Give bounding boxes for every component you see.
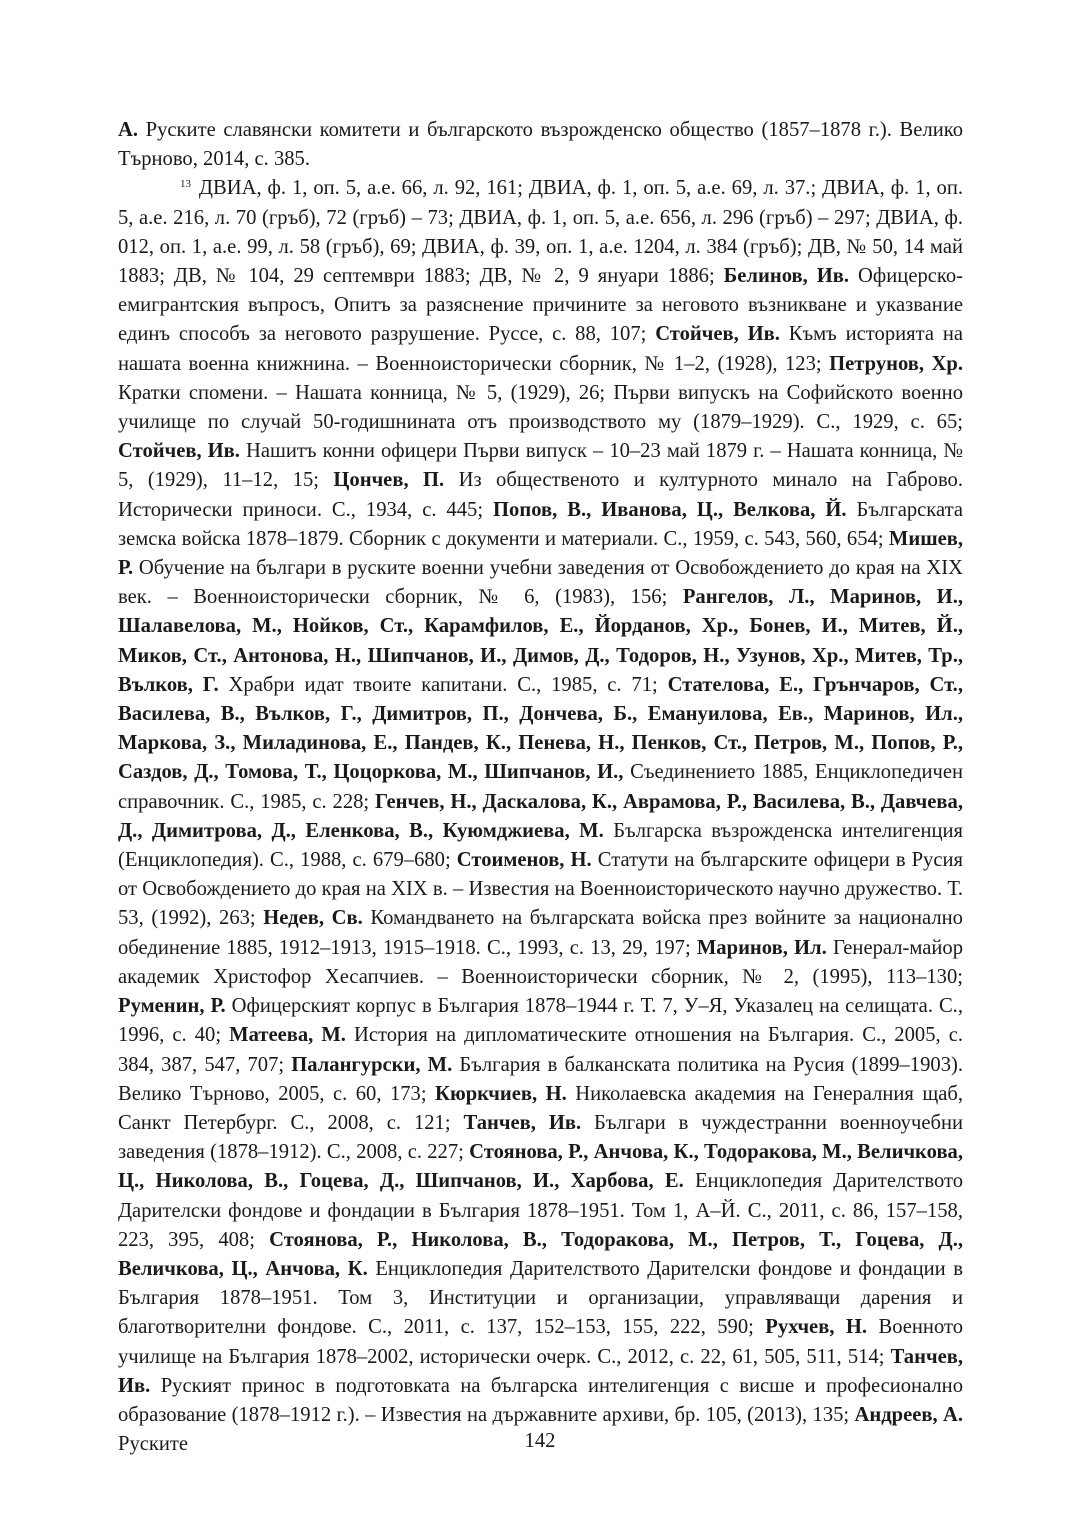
page-body (118, 116, 963, 1459)
author-name: Андреев, А. (854, 1403, 963, 1426)
author-name: Стателова, Е., Грънчаров, Ст., Василева, В., Вълков, Г., Димитров, П., Дончева, Б., Емануилова, Ев., Маринов, Ил., Маркова, З., Миладинова, Е., Пандев, К., Пенева, Н., Пенков, Ст., Петров, М., Попов, Р., Саздов, Д., Томова, Т., Цоцоркова, М., Шипчанов, И., (118, 673, 963, 784)
citation-text: Статути на българските офицери в Русия от Освобождението до края на XIX в. – Известия на Военноисторическото научно дружество. Т. 53, (1992), 263; (118, 849, 963, 930)
page-number: 142 (524, 1430, 556, 1452)
citation-text: Енциклопедия Дарителството Дарителски фондове и фондации в България 1878–1951. Том 1, А–Й. С., 2011, с. 86, 157–158, 223, 395, 408; (118, 1170, 964, 1251)
citation-text: Командването на българската войска през войните за национално обединение 1885, 1912–1913, 1915–1918. С., 1993, с. 13, 29, 197; (118, 907, 963, 959)
citation-text: Николаевска академия на Генералния щаб, Санкт Петербург. С., 2008, с. 121; (118, 1082, 963, 1134)
author-name: Рухчев, Н. (765, 1316, 868, 1339)
author-name: Попов, В., Иванова, Ц., Велкова, Й. (493, 498, 847, 521)
author-name: Рангелов, Л., Маринов, И., Шалавелова, М., Нойков, Ст., Карамфилов, Е., Йорданов, Хр., Бонев, И., Митев, Й., Миков, Ст., Антонова, Н., Шипчанов, И., Димов, Д., Тодоров, Н., Узунов, Хр., Митев, Тр., Вълков, Г. (118, 586, 963, 696)
author-name: Недев, Св. (263, 907, 363, 930)
citation-text: Генерал-майор академик Христофор Хесапчиев. – Военноисторически сборник, № 2, (1995), 113–130; (118, 936, 963, 988)
citation-text: Нашитъ конни офицери Първи випуск – 10–23 май 1879 г. – Нашата конница, № 5, (1929), 11–12, 15; (118, 440, 963, 492)
citation-text: Офицерският корпус в България 1878–1944 г. Т. 7, У–Я, Указалец на селищата. С., 1996, с. 40; (118, 995, 963, 1047)
author-name: А. (118, 119, 139, 141)
author-name: Палангурски, М. (291, 1053, 453, 1076)
citation-text: Руският принос в подготовката на българска интелигенция с висше и професионално образование (1878–1912 г.). – Известия на държавните архиви, бр. 105, (2013), 135; (118, 1374, 963, 1426)
author-name: Танчев, Ив. (118, 1345, 963, 1397)
citation-text: Енциклопедия Дарителството Дарителски фондове и фондации в България 1878–1951. Том 3, Институции и организации, управляващи дарения и благотворителни фондове. С., 2011, с. 137, 152–153, 155, 222, 590; (118, 1257, 963, 1339)
citation-text: България в балканската политика на Русия (1899–1903). Велико Търново, 2005, с. 60, 173; (118, 1053, 963, 1105)
author-name: Стоянова, Р., Николова, В., Тодоракова, М., Петров, Т., Гоцева, Д., Величкова, Ц., Анчова, К. (118, 1228, 964, 1280)
citation-text: Къмъ историята на нашата военна книжнина. – Военноисторически сборник, № 1–2, (1928), 123; (118, 323, 963, 375)
citation-text: Българската земска войска 1878–1879. Сборник с документи и материали. С., 1959, с. 543, 560, 654; (118, 498, 963, 550)
citation-text: Храбри идат твоите капитани. С., 1985, с. 71; (218, 673, 668, 696)
citation-text: Руските (118, 1433, 189, 1456)
author-name: Матеева, М. (229, 1024, 346, 1047)
author-name: Мишев, Р. (118, 527, 963, 580)
citation-text: Руските славянски комитети и българското възрожденско общество (1857–1878 г.). Велико Търново, 2014, с. 385. (118, 119, 963, 171)
citation-text: Из общественото и културното минало на Габрово. Исторически приноси. С., 1934, с. 445; (118, 469, 963, 521)
author-name: Кюркчиев, Н. (435, 1082, 567, 1105)
citation-text: Българи в чуждестранни военноучебни заведения (1878–1912). С., 2008, с. 227; (118, 1111, 963, 1164)
citation-text: Кратки спомени. – Нашата конница, № 5, (1929), 26; Първи випускъ на Софийското военно училище по случай 50-годишнината отъ производството му (1879–1929). С., 1929, с. 65; (118, 381, 963, 434)
author-name: Стоянова, Р., Анчова, К., Тодоракова, М., Величкова, Ц., Николова, В., Гоцева, Д., Шипчанов, И., Харбова, Е. (118, 1141, 964, 1193)
author-name: Стойчев, Ив. (118, 440, 240, 463)
author-name: Стойчев, Ив. (655, 323, 780, 346)
author-name: Маринов, Ил. (696, 936, 827, 959)
citation-text: История на дипломатическите отношения на България. С., 2005, с. 384, 387, 547, 707; (118, 1024, 963, 1076)
author-name: Стоименов, Н. (456, 849, 592, 872)
footnote-number: 13 (180, 178, 191, 191)
citation-text: Обучение на българи в руските военни учебни заведения от Освобождението до края на XIX век. – Военноисторически сборник, № 6, (1983), 156; (118, 557, 963, 609)
citation-text: Офицерско-емигрантския въпросъ, Опитъ за разяснение причините за неговото възникване и указвание единъ способъ за неговото разрушение. Руссе, с. 88, 107; (118, 265, 964, 346)
citation-text: ДВИА, ф. 1, оп. 5, а.е. 66, л. 92, 161; ДВИА, ф. 1, оп. 5, а.е. 69, л. 37.; ДВИА, ф. 1, оп. 5, а.е. 216, л. 70 (гръб), 72 (гръб) – 73; ДВИА, ф. 1, оп. 5, а.е. 656, л. 296 (гръб) – 297; ДВИА, ф. 012, оп. 1, а.е. 99, л. 58 (гръб), 69; ДВИА, ф. 39, оп. 1, а.е. 1204, л. 384 (гръб); ДВ, № 50, 14 май 1883; ДВ, № 104, 29 септември 1883; ДВ, № 2, 9 януари 1886; (118, 177, 963, 288)
author-name: Генчев, Н., Даскалова, К., Аврамова, Р., Василева, В., Давчева, Д., Димитрова, Д., Еленкова, В., Куюмджиева, М. (118, 790, 963, 842)
author-name: Руменин, Р. (118, 995, 226, 1018)
citation-text: Военното училище на България 1878–2002, исторически очерк. С., 2012, с. 22, 61, 505, 511, 514; (118, 1316, 963, 1368)
footnote-continuation (118, 116, 963, 174)
author-name: Белинов, Ив. (723, 265, 850, 288)
citation-text: Българска възрожденска интелигенция (Енциклопедия). С., 1988, с. 679–680; (118, 819, 963, 872)
citation-text: Съединението 1885, Енциклопедичен справочник. С., 1985, с. 228; (118, 761, 963, 813)
author-name: Танчев, Ив. (463, 1111, 582, 1134)
footnote-13 (118, 174, 963, 1459)
author-name: Цончев, П. (333, 469, 445, 492)
author-name: Петрунов, Хр. (829, 352, 963, 375)
